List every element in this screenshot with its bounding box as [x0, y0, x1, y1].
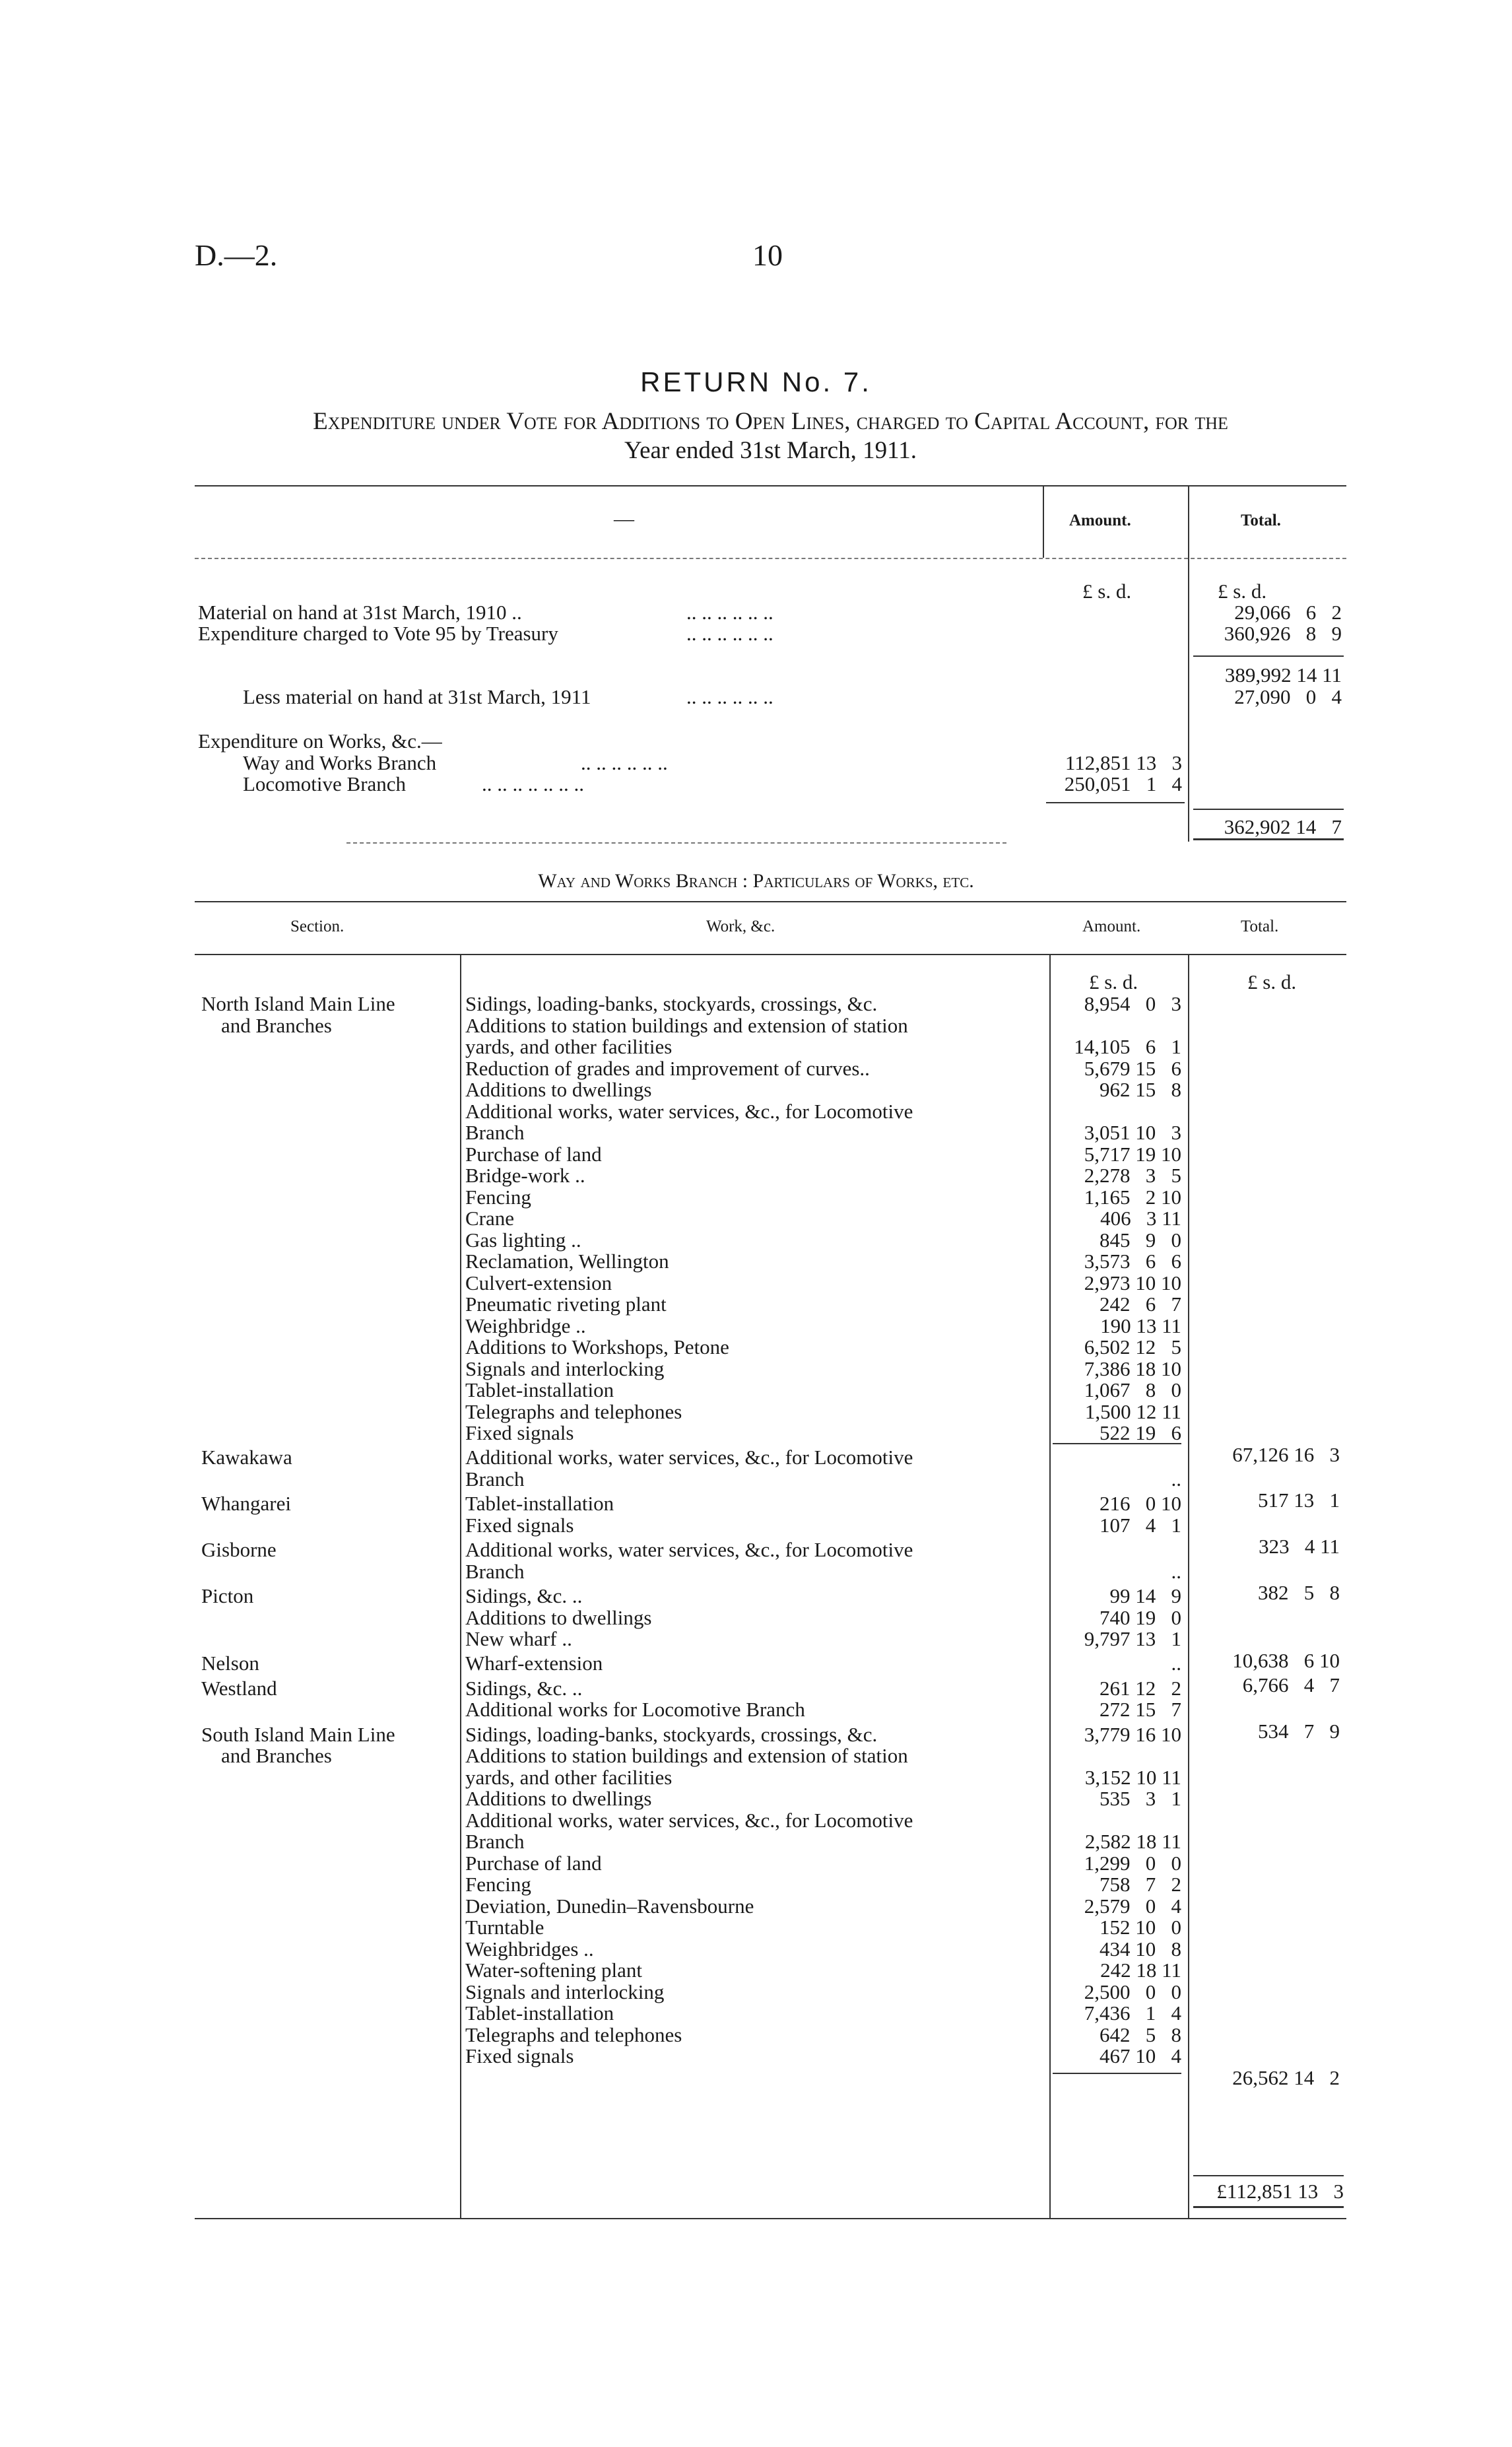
summary-total: 360,926 8 9	[1224, 622, 1342, 645]
work-amount: 758 7 2	[1100, 1873, 1181, 1896]
work-description: Turntable	[465, 1916, 544, 1939]
work-amount: 434 10 8	[1100, 1937, 1181, 1961]
section-heading: Section.	[290, 918, 345, 935]
work-description: Water-softening plant	[465, 1959, 643, 1982]
summary-total: 27,090 0 4	[1234, 685, 1342, 708]
work-amount: 3,152 10 11	[1084, 1766, 1181, 1789]
work-description: Culvert-extension	[465, 1271, 612, 1294]
work-amount: 3,779 16 10	[1084, 1723, 1181, 1746]
work-description: Reclamation, Wellington	[465, 1250, 669, 1273]
work-amount: 8,954 0 3	[1084, 992, 1181, 1015]
work-description: Tablet-installation	[465, 2001, 614, 2025]
return-title: RETURN No. 7.	[640, 366, 872, 397]
subtotal-rule	[1053, 1443, 1181, 1444]
work-amount: 1,299 0 0	[1084, 1852, 1181, 1875]
col-divider-section	[460, 954, 461, 2218]
work-description: Additional works, water services, &c., for Locomotive	[465, 1446, 913, 1469]
section-total: 323 4 11	[1259, 1535, 1340, 1558]
work-description: Bridge-work ..	[465, 1164, 585, 1187]
work-description: Additions to dwellings	[465, 1787, 652, 1810]
work-description: Tablet-installation	[465, 1378, 614, 1401]
work-amount: 6,502 12 5	[1084, 1335, 1181, 1358]
leader-dots: .. .. .. .. .. ..	[686, 622, 773, 645]
work-amount: 5,679 15 6	[1084, 1057, 1181, 1080]
grand-total: £112,851 13 3	[1216, 2180, 1344, 2203]
grand-total-double-rule	[1193, 2206, 1344, 2208]
work-amount: 216 0 10	[1100, 1492, 1181, 1515]
double-rule	[1193, 838, 1344, 840]
work-description: Purchase of land	[465, 1852, 602, 1875]
works-header-rule	[195, 954, 1346, 955]
work-description: Signals and interlocking	[465, 1357, 665, 1380]
summary-amount: 250,051 1 4	[1064, 772, 1182, 795]
work-description: Additions to dwellings	[465, 1606, 652, 1629]
work-amount: 1,500 12 11	[1084, 1400, 1181, 1423]
work-amount: 5,717 19 10	[1084, 1143, 1181, 1166]
section-name: Kawakawa	[201, 1446, 292, 1469]
work-description: Fixed signals	[465, 2044, 574, 2067]
work-description: Additions to Workshops, Petone	[465, 1335, 729, 1358]
work-amount: 467 10 4	[1100, 2044, 1181, 2067]
section-total: 6,766 4 7	[1242, 1673, 1340, 1696]
work-amount: 642 5 8	[1100, 2023, 1181, 2046]
work-description: Branch	[465, 1121, 525, 1144]
summary-label: Way and Works Branch	[243, 751, 437, 774]
summary-label: Less material on hand at 31st March, 1911	[243, 685, 591, 708]
section-total: 517 13 1	[1258, 1489, 1340, 1512]
work-description: Signals and interlocking	[465, 1980, 665, 2003]
col-divider-work	[1049, 954, 1051, 2218]
work-description: Fencing	[465, 1186, 531, 1209]
work-description: Telegraphs and telephones	[465, 1400, 682, 1423]
work-amount: 406 3 11	[1100, 1207, 1181, 1230]
summary-label: Expenditure on Works, &c.—	[198, 729, 442, 753]
subtitle-line-1: Expenditure under Vote for Additions to Open Lines, charged to Capital Account, for the	[313, 408, 1228, 435]
section-total: 26,562 14 2	[1232, 2066, 1340, 2089]
work-amount: 522 19 6	[1100, 1421, 1181, 1444]
work-amount: ..	[1171, 1652, 1181, 1675]
section-name: North Island Main Line	[201, 992, 395, 1015]
work-description: Wharf-extension	[465, 1652, 603, 1675]
work-amount: 1,165 2 10	[1084, 1186, 1181, 1209]
work-amount: ..	[1171, 1467, 1181, 1491]
work-amount: 152 10 0	[1100, 1916, 1181, 1939]
section-name: Nelson	[201, 1652, 259, 1675]
amount-heading: Amount.	[1082, 918, 1141, 935]
summary-total-units: £ s. d.	[1218, 580, 1267, 603]
work-amount: 7,436 1 4	[1084, 2001, 1181, 2025]
work-amount: 242 6 7	[1100, 1292, 1181, 1316]
work-amount: 9,797 13 1	[1084, 1627, 1181, 1650]
work-description: Weighbridges ..	[465, 1937, 594, 1961]
summary-dash-heading: —	[614, 507, 634, 530]
work-amount: 962 15 8	[1100, 1078, 1181, 1101]
work-amount: 1,067 8 0	[1084, 1378, 1181, 1401]
page-number: 10	[752, 238, 783, 272]
section-total: 10,638 6 10	[1232, 1649, 1340, 1672]
subtitle-line-2: Year ended 31st March, 1911.	[624, 437, 917, 464]
work-description: Additional works for Locomotive Branch	[465, 1698, 805, 1721]
work-description: Sidings, &c. ..	[465, 1677, 583, 1700]
work-description: Additions to dwellings	[465, 1078, 652, 1101]
leader-dots: .. .. .. .. .. ..	[686, 601, 773, 624]
summary-col-divider-2	[1188, 485, 1189, 842]
work-description: Tablet-installation	[465, 1492, 614, 1515]
section-name-line-2: and Branches	[221, 1013, 332, 1037]
work-description: Fencing	[465, 1873, 531, 1896]
work-amount: 535 3 1	[1100, 1787, 1181, 1810]
branch-title: Way and Works Branch : Particulars of Works, etc.	[538, 870, 974, 892]
work-amount: 190 13 11	[1100, 1314, 1181, 1337]
work-description: Sidings, &c. ..	[465, 1584, 583, 1607]
work-description: Sidings, loading-banks, stockyards, crossings, &c.	[465, 1723, 878, 1746]
section-name: Whangarei	[201, 1492, 291, 1516]
section-name: South Island Main Line	[201, 1722, 395, 1746]
final-amount-rule	[1053, 2073, 1181, 2074]
document-reference: D.—2.	[195, 238, 278, 272]
amount-units: £ s. d.	[1089, 970, 1138, 993]
work-description: Purchase of land	[465, 1143, 602, 1166]
work-description: Gas lighting ..	[465, 1228, 581, 1252]
work-amount: 3,051 10 3	[1084, 1121, 1181, 1144]
work-description: Crane	[465, 1207, 515, 1230]
work-amount: 7,386 18 10	[1084, 1357, 1181, 1380]
leader-dots: .. .. .. .. .. ..	[581, 751, 668, 774]
summary-total: 362,902 14 7	[1224, 815, 1342, 838]
work-description: Fixed signals	[465, 1421, 574, 1444]
leader-dots: .. .. .. .. .. .. ..	[482, 772, 584, 795]
work-heading: Work, &c.	[706, 918, 775, 935]
section-total: 534 7 9	[1258, 1720, 1340, 1743]
work-amount: 2,278 3 5	[1084, 1164, 1181, 1187]
work-description: New wharf ..	[465, 1627, 572, 1650]
section-total: 67,126 16 3	[1232, 1443, 1340, 1466]
work-amount: 2,582 18 11	[1084, 1830, 1181, 1853]
work-description: Additional works, water services, &c., for Locomotive	[465, 1809, 913, 1832]
work-description: Branch	[465, 1467, 525, 1491]
summary-total: 29,066 6 2	[1234, 601, 1342, 624]
work-description: Additions to station buildings and extension of station	[465, 1744, 908, 1767]
col-divider-amount	[1188, 954, 1189, 2218]
work-amount: 107 4 1	[1100, 1514, 1181, 1537]
summary-total-heading: Total.	[1241, 512, 1281, 529]
total-rule	[1193, 809, 1344, 810]
work-description: Branch	[465, 1560, 525, 1583]
section-total: 382 5 8	[1258, 1581, 1340, 1604]
section-name-line-2: and Branches	[221, 1744, 332, 1768]
grand-total-rule	[1193, 2175, 1344, 2176]
work-amount: ..	[1171, 1560, 1181, 1583]
summary-amount: 112,851 13 3	[1065, 751, 1182, 774]
section-name: Westland	[201, 1676, 277, 1700]
work-description: Deviation, Dunedin–Ravensbourne	[465, 1894, 754, 1918]
work-amount: 2,579 0 4	[1084, 1894, 1181, 1918]
work-description: yards, and other facilities	[465, 1035, 673, 1058]
work-amount: 99 14 9	[1109, 1584, 1181, 1607]
work-amount: 845 9 0	[1100, 1228, 1181, 1252]
leader-dots: .. .. .. .. .. ..	[686, 685, 773, 708]
work-description: Fixed signals	[465, 1514, 574, 1537]
summary-header-rule	[195, 558, 1346, 559]
work-amount: 261 12 2	[1100, 1677, 1181, 1700]
works-top-rule	[195, 901, 1346, 902]
work-description: Branch	[465, 1830, 525, 1853]
summary-top-rule	[195, 485, 1346, 486]
work-description: Telegraphs and telephones	[465, 2023, 682, 2046]
summary-total: 389,992 14 11	[1224, 663, 1342, 687]
summary-amount-units: £ s. d.	[1082, 580, 1132, 603]
section-name: Picton	[201, 1584, 254, 1607]
section-name: Gisborne	[201, 1538, 277, 1562]
work-description: Additions to station buildings and extension of station	[465, 1014, 908, 1037]
work-description: Weighbridge ..	[465, 1314, 586, 1337]
amount-rule	[1046, 802, 1185, 803]
summary-label: Expenditure charged to Vote 95 by Treasury	[198, 622, 558, 645]
summary-bottom-rule	[346, 842, 1006, 844]
return-subtitle	[195, 407, 1346, 465]
work-amount: 272 15 7	[1100, 1698, 1181, 1721]
works-bottom-rule	[195, 2218, 1346, 2219]
work-amount: 740 19 0	[1100, 1606, 1181, 1629]
total-heading: Total.	[1241, 918, 1279, 935]
work-amount: 242 18 11	[1100, 1959, 1181, 1982]
summary-amount-heading: Amount.	[1069, 512, 1131, 529]
work-description: Additional works, water services, &c., for Locomotive	[465, 1538, 913, 1561]
work-amount: 14,105 6 1	[1074, 1035, 1181, 1058]
work-amount: 2,500 0 0	[1084, 1980, 1181, 2003]
work-description: Sidings, loading-banks, stockyards, crossings, &c.	[465, 992, 878, 1015]
work-description: yards, and other facilities	[465, 1766, 673, 1789]
work-description: Additional works, water services, &c., for Locomotive	[465, 1100, 913, 1123]
summary-label: Locomotive Branch	[243, 772, 407, 795]
summary-col-divider-1	[1043, 485, 1044, 558]
work-amount: 3,573 6 6	[1084, 1250, 1181, 1273]
total-units: £ s. d.	[1247, 970, 1297, 993]
work-amount: 2,973 10 10	[1084, 1271, 1181, 1294]
subtotal-rule	[1193, 655, 1344, 657]
work-description: Pneumatic riveting plant	[465, 1292, 667, 1316]
work-description: Reduction of grades and improvement of curves..	[465, 1057, 870, 1080]
summary-label: Material on hand at 31st March, 1910 ..	[198, 601, 522, 624]
